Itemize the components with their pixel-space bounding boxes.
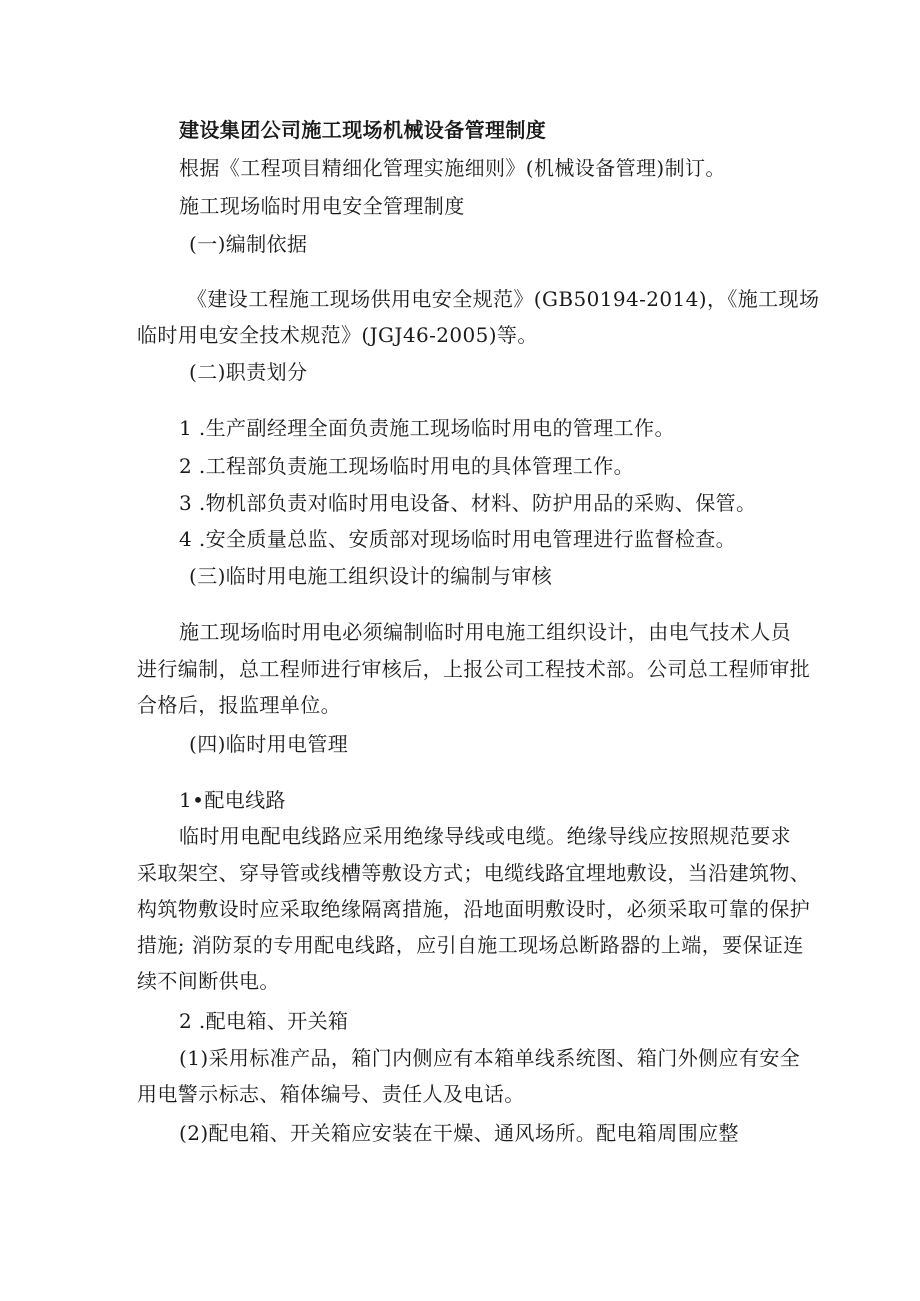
section-heading-management: (四)临时用电管理 [189,732,349,756]
wiring-line-3: 构筑物敷设时应采取绝缘隔离措施，沿地面明敷设时，必须采取可靠的保护 [137,897,811,921]
section-heading-basis: (一)编制依据 [189,232,308,256]
boxes-line-1: (1)采用标准产品，箱门内侧应有本箱单线系统图、箱门外侧应有安全 [179,1046,801,1070]
boxes-line-2: 用电警示标志、箱体编号、责任人及电话。 [137,1082,525,1106]
section-heading-duties: (二)职责划分 [189,360,308,384]
wiring-line-2: 采取架空、穿导管或线槽等敷设方式；电缆线路宜埋地敷设，当沿建筑物、 [137,861,811,885]
wiring-line-1: 临时用电配电线路应采用绝缘导线或电缆。绝缘导线应按照规范要求 [179,824,791,848]
intro-line: 根据《工程项目精细化管理实施细则》(机械设备管理)制订。 [179,156,726,180]
design-line-3: 合格后，报监理单位。 [137,693,341,717]
design-line-1: 施工现场临时用电必须编制临时用电施工组织设计，由电气技术人员 [179,620,791,644]
wiring-line-5: 续不间断供电。 [137,969,280,993]
duty-item-3: 3 .物机部负责对临时用电设备、材料、防护用品的采购、保管。 [179,491,757,515]
boxes-line-3: (2)配电箱、开关箱应安装在干燥、通风场所。配电箱周围应整 [179,1121,739,1145]
duty-item-2: 2 .工程部负责施工现场临时用电的具体管理工作。 [179,454,635,478]
section-heading-design: (三)临时用电施工组织设计的编制与审核 [189,564,553,588]
wiring-line-4: 措施; 消防泵的专用配电线路，应引自施工现场总断路器的上端，要保证连 [137,933,804,957]
duty-item-1: 1 .生产副经理全面负责施工现场临时用电的管理工作。 [179,416,675,440]
basis-line-2: 临时用电安全技术规范》(JGJ46-2005)等。 [137,323,538,347]
subheading-wiring: 1•配电线路 [179,788,286,812]
subheading-boxes: 2 .配电箱、开关箱 [179,1009,349,1033]
duty-item-4: 4 .安全质量总监、安质部对现场临时用电管理进行监督检查。 [179,527,737,551]
document-title: 建设集团公司施工现场机械设备管理制度 [179,118,547,142]
design-line-2: 进行编制，总工程师进行审核后，上报公司工程技术部。公司总工程师审批 [137,657,811,681]
document-subtitle: 施工现场临时用电安全管理制度 [179,194,465,218]
basis-line-1: 《建设工程施工现场供用电安全规范》(GB50194-2014)，《施工现场 [187,287,820,311]
